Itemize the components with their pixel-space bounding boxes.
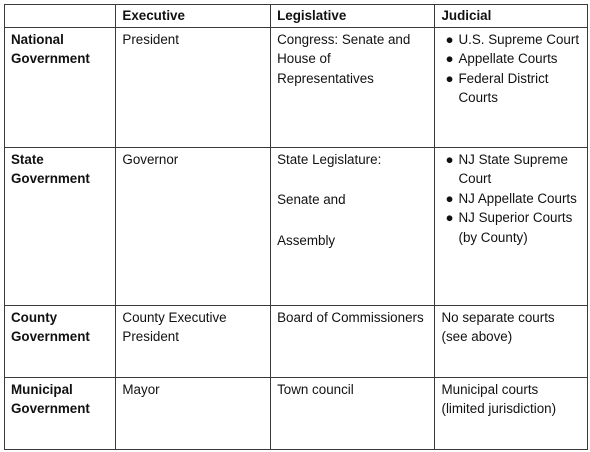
legislative-state-line-2: Senate and: [277, 192, 346, 207]
bullet-icon: ●: [445, 31, 454, 47]
table-row-municipal: [5, 377, 588, 449]
legislative-national-text: Congress: Senate and House of Representatives: [277, 31, 411, 86]
list-item-text: NJ State Supreme Court: [458, 151, 568, 186]
bullet-icon: ●: [445, 51, 454, 66]
bullet-icon: ●: [445, 151, 454, 167]
table-row-state: [5, 147, 588, 305]
header-executive: Executive: [116, 5, 271, 28]
judicial-county: No separate courts (see above): [435, 305, 588, 377]
legislative-municipal: [271, 377, 435, 449]
header-corner-cell: [5, 5, 116, 28]
table-row-national: [5, 27, 588, 147]
list-item: [441, 69, 583, 108]
list-item: [441, 30, 583, 50]
list-item-text: Federal District Courts: [458, 70, 549, 105]
executive-national: President: [116, 27, 271, 147]
row-label-county: County Government: [5, 305, 116, 377]
judicial-state: [435, 147, 588, 305]
list-item-text: U.S. Supreme Court: [458, 31, 580, 47]
list-item: [441, 208, 583, 247]
legislative-state: [271, 147, 435, 305]
legislative-county-text: Board of Commissioners: [277, 309, 424, 325]
header-judicial: Judicial: [435, 5, 588, 28]
row-label-national: National Government: [5, 27, 116, 147]
row-label-municipal: Municipal Government: [5, 377, 116, 449]
legislative-national: [271, 27, 435, 147]
list-item-text: NJ Appellate Courts: [458, 190, 577, 206]
legislative-state-line-1: State Legislature:: [277, 151, 382, 167]
legislative-municipal-text: Town council: [277, 381, 354, 397]
legislative-county: [271, 305, 435, 377]
table-body: [5, 27, 588, 449]
list-item: [441, 189, 583, 209]
table-row-county: [5, 305, 588, 377]
bullet-icon: ●: [445, 190, 454, 206]
list-item: [441, 49, 583, 69]
executive-municipal: Mayor: [116, 377, 271, 449]
executive-state: Governor: [116, 147, 271, 305]
executive-county: County Executive President: [116, 305, 271, 377]
row-label-state: State Government: [5, 147, 116, 305]
government-structure-table: [4, 4, 588, 450]
bullet-icon: ●: [445, 210, 454, 225]
list-item-text: Appellate Courts: [458, 51, 558, 66]
header-row: [5, 5, 588, 28]
header-legislative: Legislative: [271, 5, 435, 28]
list-item-text: NJ Superior Courts (by County): [458, 210, 573, 245]
list-item: [441, 150, 583, 189]
judicial-municipal: Municipal courts (limited jurisdiction): [435, 377, 588, 449]
judicial-state-list: [441, 150, 583, 248]
judicial-national-list: [441, 30, 583, 108]
bullet-icon: ●: [445, 70, 454, 86]
table-header: [5, 5, 588, 28]
legislative-state-line-3: Assembly: [277, 232, 336, 248]
judicial-national: [435, 27, 588, 147]
